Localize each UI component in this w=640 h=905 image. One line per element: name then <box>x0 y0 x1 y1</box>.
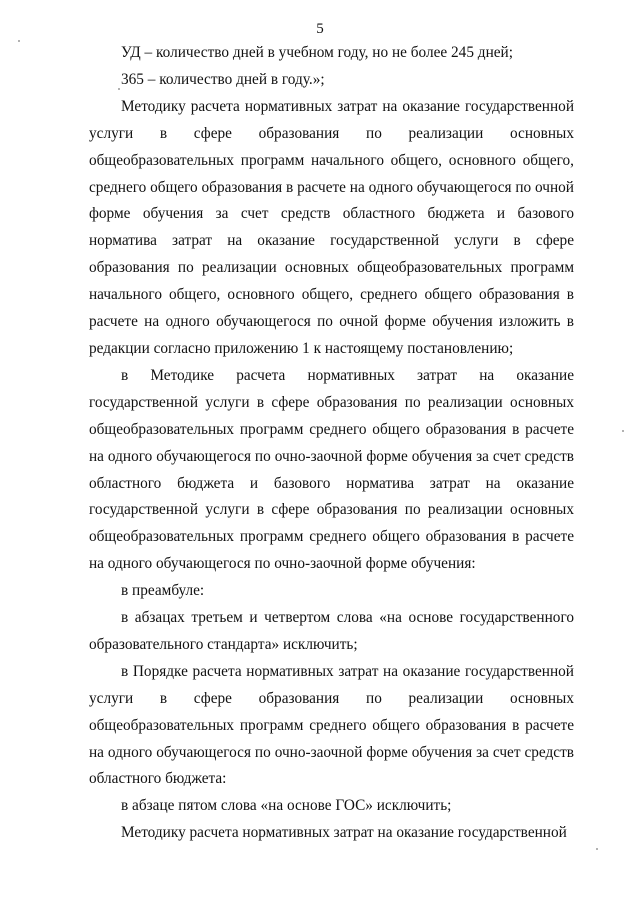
scan-speck <box>18 40 20 42</box>
scan-speck <box>118 88 120 90</box>
paragraph-gos-exclusion: в абзаце пятом слова «на основе ГОС» исключить; <box>121 797 452 815</box>
paragraph-calculation-procedure: в Порядке расчета нормативных затрат на оказание государственной услуги в сфере образования по реализации основных общеобразовательных программ среднего общего образования в расчете на одного обучающегося по очно-заочной форме обучения за счет средств областного бюджета: <box>89 662 574 788</box>
paragraph-days-in-year: 365 – количество дней в году.»; <box>121 70 325 88</box>
paragraph-methodology-part-time: в Методике расчета нормативных затрат на оказание государственной услуги в сфере образования по реализации основных общеобразовательных программ среднего общего образования в расчете на одного обучающегося по очно-заочной форме обучения за счет средств областного бюджета и базового норматива затрат на оказание государственной услуги в сфере образования по реализации основных общеобразовательных программ среднего общего образования в расчете на одного обучающегося по очно-заочной форме обучения: <box>89 366 574 573</box>
page-number: 5 <box>316 21 324 37</box>
paragraph-methodology-continued: Методику расчета нормативных затрат на оказание государственной <box>121 824 567 842</box>
paragraph-methodology-full-time: Методику расчета нормативных затрат на оказание государственной услуги в сфере образования по реализации основных общеобразовательных программ начального общего, основного общего, среднего общего образования в расчете на одного обучающегося по очной форме обучения за счет средств областного бюджета и базового норматива затрат на оказание государственной услуги в сфере образования по реализации основных общеобразовательных программ начального общего, основного общего, среднего общего образования в расчете на одного обучающегося по очной форме обучения изложить в редакции согласно приложению 1 к настоящему постановлению; <box>89 97 574 357</box>
document-body <box>89 40 574 847</box>
paragraph-preamble-exclusion: в абзацах третьем и четвертом слова «на основе государственного образовательного стандарта» исключить; <box>89 609 574 653</box>
scan-speck <box>622 430 624 432</box>
scan-speck <box>596 848 598 850</box>
paragraph-preamble: в преамбуле: <box>121 582 205 600</box>
paragraph-school-days: УД – количество дней в учебном году, но не более 245 дней; <box>121 44 513 61</box>
